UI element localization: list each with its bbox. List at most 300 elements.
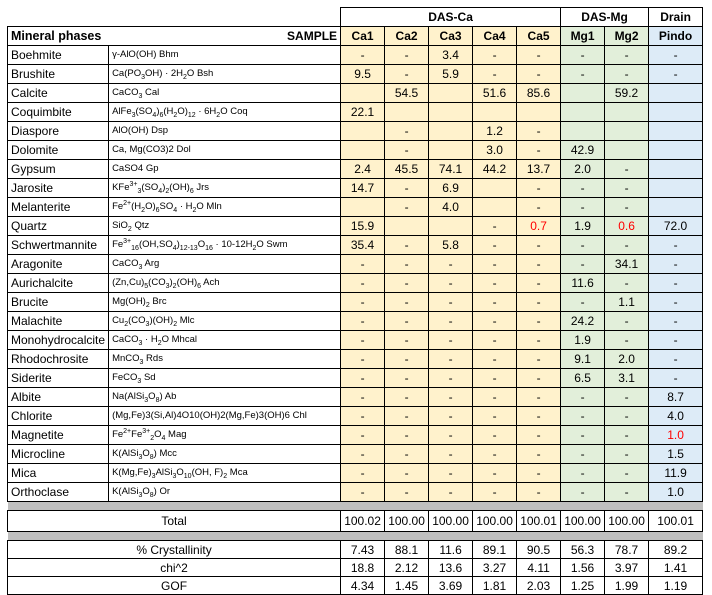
value-cell: 1.2 bbox=[473, 122, 517, 141]
mineral-name: Mica bbox=[8, 464, 109, 483]
value-cell: - bbox=[517, 198, 561, 217]
value-cell: - bbox=[561, 407, 605, 426]
mineral-formula: $Fe^{2+}Fe^{3+}_2O_4$ Mag bbox=[109, 426, 341, 445]
mineral-name: Melanterite bbox=[8, 198, 109, 217]
total-value: 100.00 bbox=[473, 511, 517, 532]
value-cell: - bbox=[341, 46, 385, 65]
stat-value: 1.41 bbox=[649, 559, 703, 577]
value-cell: - bbox=[517, 407, 561, 426]
total-value: 100.00 bbox=[605, 511, 649, 532]
value-cell: - bbox=[385, 350, 429, 369]
value-cell: - bbox=[517, 350, 561, 369]
value-cell bbox=[341, 122, 385, 141]
mineral-formula: $AlFe_3(SO_4)_6(H_2O)_{12} \cdot 6H_2O$ Coq bbox=[109, 103, 341, 122]
value-cell: 42.9 bbox=[561, 141, 605, 160]
value-cell: - bbox=[473, 312, 517, 331]
value-cell bbox=[517, 103, 561, 122]
mineral-name: Brucite bbox=[8, 293, 109, 312]
value-cell: - bbox=[473, 236, 517, 255]
value-cell: - bbox=[605, 46, 649, 65]
stat-value: 90.5 bbox=[517, 541, 561, 559]
value-cell: 1.9 bbox=[561, 331, 605, 350]
column-header-row bbox=[8, 27, 703, 46]
value-cell bbox=[429, 122, 473, 141]
value-cell: - bbox=[385, 46, 429, 65]
value-cell: - bbox=[341, 483, 385, 502]
value-cell: - bbox=[385, 331, 429, 350]
value-cell: 1.0 bbox=[649, 483, 703, 502]
mineral-formula: MnCO$_3$ Rds bbox=[109, 350, 341, 369]
table-row bbox=[8, 160, 703, 179]
table-row bbox=[8, 236, 703, 255]
value-cell: - bbox=[517, 426, 561, 445]
value-cell bbox=[341, 84, 385, 103]
value-cell: - bbox=[517, 483, 561, 502]
total-value: 100.02 bbox=[341, 511, 385, 532]
value-cell: - bbox=[605, 445, 649, 464]
value-cell: - bbox=[561, 293, 605, 312]
value-cell: - bbox=[341, 407, 385, 426]
table-row bbox=[8, 483, 703, 502]
table-row bbox=[8, 407, 703, 426]
stat-row bbox=[8, 577, 703, 595]
value-cell bbox=[649, 160, 703, 179]
value-cell: - bbox=[517, 255, 561, 274]
stat-value: 2.03 bbox=[517, 577, 561, 595]
total-value: 100.01 bbox=[517, 511, 561, 532]
value-cell bbox=[605, 141, 649, 160]
value-cell: - bbox=[385, 236, 429, 255]
value-cell: - bbox=[561, 236, 605, 255]
value-cell: 0.6 bbox=[605, 217, 649, 236]
value-cell: - bbox=[561, 65, 605, 84]
value-cell bbox=[649, 122, 703, 141]
value-cell: - bbox=[517, 141, 561, 160]
value-cell bbox=[649, 198, 703, 217]
value-cell: - bbox=[473, 217, 517, 236]
total-label: Total bbox=[8, 511, 341, 532]
value-cell bbox=[429, 141, 473, 160]
value-cell: - bbox=[649, 350, 703, 369]
column-header-ca2: Ca2 bbox=[385, 27, 429, 46]
value-cell: - bbox=[473, 255, 517, 274]
mineral-name: Malachite bbox=[8, 312, 109, 331]
value-cell bbox=[561, 103, 605, 122]
value-cell: - bbox=[517, 312, 561, 331]
value-cell: 3.1 bbox=[605, 369, 649, 388]
value-cell: 34.1 bbox=[605, 255, 649, 274]
value-cell: - bbox=[385, 198, 429, 217]
mineral-formula: CaCO$_3$ Arg bbox=[109, 255, 341, 274]
value-cell: 5.9 bbox=[429, 65, 473, 84]
table-row bbox=[8, 388, 703, 407]
mineral-name: Albite bbox=[8, 388, 109, 407]
stat-value: 4.34 bbox=[341, 577, 385, 595]
total-row bbox=[8, 511, 703, 532]
value-cell: - bbox=[605, 331, 649, 350]
value-cell: 8.7 bbox=[649, 388, 703, 407]
mineral-formula: $Cu_2(CO_3)(OH)_2$ Mlc bbox=[109, 312, 341, 331]
mineral-name: Microcline bbox=[8, 445, 109, 464]
value-cell: - bbox=[429, 293, 473, 312]
group-header-drain: Drain bbox=[649, 8, 703, 27]
stat-value: 88.1 bbox=[385, 541, 429, 559]
value-cell: 6.9 bbox=[429, 179, 473, 198]
value-cell: 1.9 bbox=[561, 217, 605, 236]
stat-value: 4.11 bbox=[517, 559, 561, 577]
column-header-ca5: Ca5 bbox=[517, 27, 561, 46]
stat-label: chi^2 bbox=[8, 559, 341, 577]
value-cell bbox=[649, 84, 703, 103]
stat-value: 3.97 bbox=[605, 559, 649, 577]
value-cell bbox=[429, 103, 473, 122]
value-cell: - bbox=[429, 312, 473, 331]
value-cell: - bbox=[385, 312, 429, 331]
sample-heading: SAMPLE bbox=[109, 27, 341, 46]
value-cell: - bbox=[605, 274, 649, 293]
total-value: 100.00 bbox=[385, 511, 429, 532]
stat-value: 2.12 bbox=[385, 559, 429, 577]
mineral-name: Diaspore bbox=[8, 122, 109, 141]
value-cell: - bbox=[649, 65, 703, 84]
stat-value: 7.43 bbox=[341, 541, 385, 559]
table-row bbox=[8, 312, 703, 331]
value-cell: - bbox=[517, 369, 561, 388]
value-cell: 1.1 bbox=[605, 293, 649, 312]
mineral-name: Schwertmannite bbox=[8, 236, 109, 255]
value-cell bbox=[649, 179, 703, 198]
mineral-name: Calcite bbox=[8, 84, 109, 103]
value-cell: - bbox=[605, 388, 649, 407]
value-cell: - bbox=[385, 445, 429, 464]
mineral-formula: $Fe^{3+}_{16}(OH,SO_4)_{12-13}O_{16} \cdot 10-12H_2O$ Swm bbox=[109, 236, 341, 255]
value-cell: - bbox=[429, 445, 473, 464]
value-cell: - bbox=[473, 445, 517, 464]
value-cell: - bbox=[473, 274, 517, 293]
table-row bbox=[8, 445, 703, 464]
column-header-ca3: Ca3 bbox=[429, 27, 473, 46]
value-cell: 1.0 bbox=[649, 426, 703, 445]
stat-label: % Crystallinity bbox=[8, 541, 341, 559]
value-cell: - bbox=[561, 46, 605, 65]
value-cell bbox=[605, 103, 649, 122]
value-cell: 5.8 bbox=[429, 236, 473, 255]
value-cell: - bbox=[517, 445, 561, 464]
value-cell: - bbox=[429, 331, 473, 350]
mineral-formula: $(Zn,Cu)_5(CO_3)_2(OH)_6$ Ach bbox=[109, 274, 341, 293]
value-cell: - bbox=[649, 46, 703, 65]
value-cell: - bbox=[429, 274, 473, 293]
mineral-formula: Ca, Mg(CO3)2 Dol bbox=[109, 141, 341, 160]
stat-value: 3.27 bbox=[473, 559, 517, 577]
value-cell: 74.1 bbox=[429, 160, 473, 179]
value-cell: - bbox=[385, 407, 429, 426]
value-cell bbox=[561, 84, 605, 103]
value-cell: - bbox=[385, 483, 429, 502]
value-cell: - bbox=[473, 350, 517, 369]
stat-value: 1.19 bbox=[649, 577, 703, 595]
group-header-row bbox=[8, 8, 703, 27]
mineral-name: Siderite bbox=[8, 369, 109, 388]
value-cell: - bbox=[341, 255, 385, 274]
value-cell: 44.2 bbox=[473, 160, 517, 179]
mineral-name: Quartz bbox=[8, 217, 109, 236]
value-cell: - bbox=[517, 122, 561, 141]
value-cell: - bbox=[605, 236, 649, 255]
value-cell: - bbox=[341, 350, 385, 369]
value-cell: - bbox=[429, 369, 473, 388]
value-cell: - bbox=[385, 179, 429, 198]
column-header-ca4: Ca4 bbox=[473, 27, 517, 46]
table-row bbox=[8, 198, 703, 217]
value-cell bbox=[429, 84, 473, 103]
value-cell: - bbox=[517, 388, 561, 407]
stat-row bbox=[8, 541, 703, 559]
value-cell: 54.5 bbox=[385, 84, 429, 103]
mineral-name: Coquimbite bbox=[8, 103, 109, 122]
value-cell: - bbox=[517, 65, 561, 84]
mineral-formula: $Na(AlSi_3O_8)$ Ab bbox=[109, 388, 341, 407]
value-cell: 0.7 bbox=[517, 217, 561, 236]
value-cell: - bbox=[473, 331, 517, 350]
value-cell: - bbox=[605, 198, 649, 217]
mineral-name: Rhodochrosite bbox=[8, 350, 109, 369]
value-cell: - bbox=[341, 369, 385, 388]
mineral-formula: (Mg,Fe)3(Si,Al)4O10(OH)2(Mg,Fe)3(OH)6 Chl bbox=[109, 407, 341, 426]
stat-value: 18.8 bbox=[341, 559, 385, 577]
value-cell: - bbox=[605, 426, 649, 445]
stat-value: 1.99 bbox=[605, 577, 649, 595]
value-cell: - bbox=[517, 274, 561, 293]
value-cell: - bbox=[561, 483, 605, 502]
mineral-phases-table bbox=[7, 7, 703, 595]
value-cell: - bbox=[649, 331, 703, 350]
value-cell: - bbox=[341, 426, 385, 445]
value-cell: - bbox=[429, 483, 473, 502]
total-value: 100.00 bbox=[561, 511, 605, 532]
value-cell: - bbox=[341, 331, 385, 350]
mineral-formula: FeCO$_3$ Sd bbox=[109, 369, 341, 388]
mineral-formula: γ-AlO(OH) Bhm bbox=[109, 46, 341, 65]
value-cell bbox=[341, 198, 385, 217]
mineral-formula: $K(Mg,Fe)_3AlSi_3O_{10}(OH$, $F)_2$ Mca bbox=[109, 464, 341, 483]
value-cell bbox=[561, 122, 605, 141]
value-cell: - bbox=[605, 179, 649, 198]
value-cell bbox=[473, 179, 517, 198]
value-cell: 35.4 bbox=[341, 236, 385, 255]
mineral-name: Orthoclase bbox=[8, 483, 109, 502]
table-row bbox=[8, 84, 703, 103]
value-cell: - bbox=[561, 255, 605, 274]
value-cell: - bbox=[473, 65, 517, 84]
value-cell: - bbox=[429, 426, 473, 445]
value-cell: - bbox=[341, 312, 385, 331]
value-cell: - bbox=[473, 293, 517, 312]
separator-row bbox=[8, 502, 703, 511]
value-cell: - bbox=[561, 179, 605, 198]
stat-value: 89.2 bbox=[649, 541, 703, 559]
value-cell: - bbox=[473, 46, 517, 65]
value-cell: 2.4 bbox=[341, 160, 385, 179]
value-cell bbox=[649, 103, 703, 122]
value-cell: 11.9 bbox=[649, 464, 703, 483]
mineral-phases-table-container bbox=[7, 7, 703, 595]
mineral-formula: $Mg(OH)_2$ Brc bbox=[109, 293, 341, 312]
value-cell: - bbox=[385, 293, 429, 312]
mineral-name: Aurichalcite bbox=[8, 274, 109, 293]
value-cell: 6.5 bbox=[561, 369, 605, 388]
value-cell: 15.9 bbox=[341, 217, 385, 236]
table-row bbox=[8, 255, 703, 274]
value-cell: - bbox=[517, 179, 561, 198]
table-row bbox=[8, 426, 703, 445]
value-cell: - bbox=[517, 236, 561, 255]
value-cell: - bbox=[385, 255, 429, 274]
value-cell bbox=[429, 217, 473, 236]
value-cell: - bbox=[385, 464, 429, 483]
separator-bar bbox=[8, 502, 703, 511]
group-header-das-ca: DAS-Ca bbox=[341, 8, 561, 27]
separator-row bbox=[8, 532, 703, 541]
value-cell: - bbox=[561, 464, 605, 483]
value-cell: - bbox=[473, 464, 517, 483]
value-cell: - bbox=[385, 388, 429, 407]
value-cell: - bbox=[561, 388, 605, 407]
value-cell: - bbox=[385, 426, 429, 445]
value-cell: - bbox=[649, 236, 703, 255]
mineral-formula: CaCO$_3$ · $H_2O$ Mhcal bbox=[109, 331, 341, 350]
stat-value: 78.7 bbox=[605, 541, 649, 559]
value-cell: 14.7 bbox=[341, 179, 385, 198]
value-cell: 4.0 bbox=[649, 407, 703, 426]
value-cell bbox=[341, 141, 385, 160]
value-cell: 3.0 bbox=[473, 141, 517, 160]
stat-value: 13.6 bbox=[429, 559, 473, 577]
mineral-name: Chlorite bbox=[8, 407, 109, 426]
column-header-ca1: Ca1 bbox=[341, 27, 385, 46]
value-cell: - bbox=[429, 407, 473, 426]
value-cell: - bbox=[649, 274, 703, 293]
value-cell: - bbox=[473, 407, 517, 426]
mineral-name: Brushite bbox=[8, 65, 109, 84]
stat-value: 89.1 bbox=[473, 541, 517, 559]
column-header-mg2: Mg2 bbox=[605, 27, 649, 46]
value-cell: - bbox=[341, 464, 385, 483]
stat-value: 3.69 bbox=[429, 577, 473, 595]
column-header-mg1: Mg1 bbox=[561, 27, 605, 46]
value-cell: - bbox=[429, 350, 473, 369]
table-row bbox=[8, 350, 703, 369]
group-header-das-mg: DAS-Mg bbox=[561, 8, 649, 27]
value-cell: - bbox=[605, 464, 649, 483]
stat-value: 1.45 bbox=[385, 577, 429, 595]
value-cell bbox=[385, 217, 429, 236]
table-row bbox=[8, 179, 703, 198]
mineral-formula: $Fe^{2+}(H_2O)_6SO_4 \cdot H_2O$ Mln bbox=[109, 198, 341, 217]
mineral-name: Aragonite bbox=[8, 255, 109, 274]
mineral-formula: CaCO$_3$ Cal bbox=[109, 84, 341, 103]
value-cell: - bbox=[561, 445, 605, 464]
value-cell: 72.0 bbox=[649, 217, 703, 236]
stat-value: 11.6 bbox=[429, 541, 473, 559]
value-cell: 9.5 bbox=[341, 65, 385, 84]
value-cell: - bbox=[605, 160, 649, 179]
value-cell: 22.1 bbox=[341, 103, 385, 122]
mineral-name: Boehmite bbox=[8, 46, 109, 65]
value-cell: - bbox=[473, 388, 517, 407]
value-cell: - bbox=[649, 255, 703, 274]
table-row bbox=[8, 122, 703, 141]
value-cell: 59.2 bbox=[605, 84, 649, 103]
value-cell: 51.6 bbox=[473, 84, 517, 103]
table-row bbox=[8, 369, 703, 388]
value-cell: - bbox=[649, 293, 703, 312]
mineral-name: Magnetite bbox=[8, 426, 109, 445]
table-row bbox=[8, 65, 703, 84]
value-cell: - bbox=[517, 46, 561, 65]
value-cell bbox=[473, 198, 517, 217]
value-cell: - bbox=[561, 198, 605, 217]
value-cell: 3.4 bbox=[429, 46, 473, 65]
value-cell bbox=[385, 103, 429, 122]
value-cell: 4.0 bbox=[429, 198, 473, 217]
column-header-pindo: Pindo bbox=[649, 27, 703, 46]
value-cell: - bbox=[473, 483, 517, 502]
stat-value: 1.81 bbox=[473, 577, 517, 595]
total-value: 100.01 bbox=[649, 511, 703, 532]
value-cell: - bbox=[429, 255, 473, 274]
table-row bbox=[8, 141, 703, 160]
mineral-formula: $K(AlSi_3O_8)$ Or bbox=[109, 483, 341, 502]
table-row bbox=[8, 331, 703, 350]
value-cell: - bbox=[341, 274, 385, 293]
value-cell: - bbox=[341, 388, 385, 407]
value-cell: - bbox=[429, 388, 473, 407]
value-cell: - bbox=[517, 331, 561, 350]
value-cell: - bbox=[561, 426, 605, 445]
value-cell: 1.5 bbox=[649, 445, 703, 464]
value-cell: 11.6 bbox=[561, 274, 605, 293]
value-cell: - bbox=[341, 445, 385, 464]
stat-value: 56.3 bbox=[561, 541, 605, 559]
value-cell: - bbox=[517, 293, 561, 312]
value-cell: 13.7 bbox=[517, 160, 561, 179]
value-cell: - bbox=[385, 274, 429, 293]
stat-value: 1.56 bbox=[561, 559, 605, 577]
value-cell: - bbox=[385, 369, 429, 388]
table-row bbox=[8, 46, 703, 65]
value-cell: 2.0 bbox=[561, 160, 605, 179]
table-row bbox=[8, 217, 703, 236]
value-cell: - bbox=[605, 407, 649, 426]
value-cell: - bbox=[605, 483, 649, 502]
separator-bar bbox=[8, 532, 703, 541]
mineral-formula: $Ca(PO_3OH) \cdot 2H_2O$ Bsh bbox=[109, 65, 341, 84]
value-cell: 85.6 bbox=[517, 84, 561, 103]
value-cell: - bbox=[341, 293, 385, 312]
stat-value: 1.25 bbox=[561, 577, 605, 595]
mineral-formula: CaSO4 Gp bbox=[109, 160, 341, 179]
value-cell: 9.1 bbox=[561, 350, 605, 369]
value-cell bbox=[473, 103, 517, 122]
value-cell: - bbox=[385, 65, 429, 84]
value-cell: - bbox=[605, 65, 649, 84]
value-cell: - bbox=[649, 312, 703, 331]
total-value: 100.00 bbox=[429, 511, 473, 532]
value-cell: 2.0 bbox=[605, 350, 649, 369]
stat-row bbox=[8, 559, 703, 577]
mineral-name: Monohydrocalcite bbox=[8, 331, 109, 350]
